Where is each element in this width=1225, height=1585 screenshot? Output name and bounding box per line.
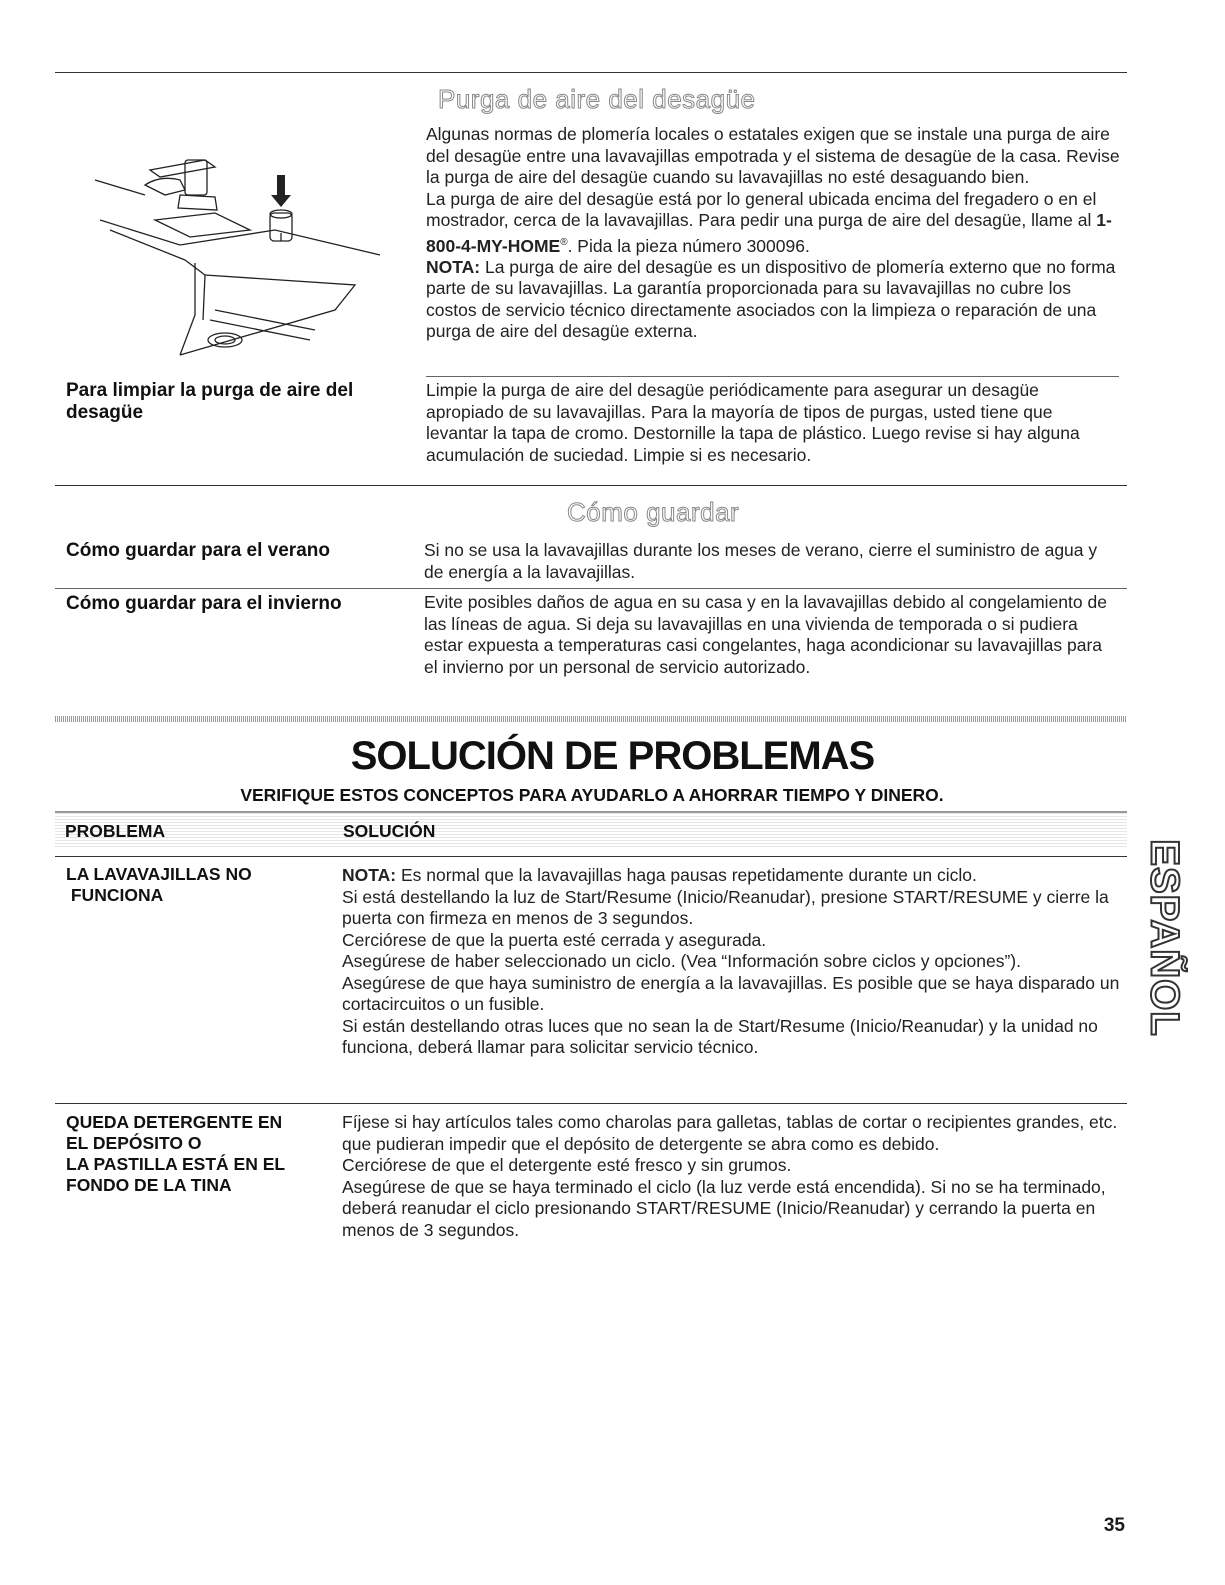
phone-number: 1-800-4-MY-HOME [426,210,1112,256]
purga-note [426,257,1126,343]
solution-1-note-label: NOTA: [342,865,397,885]
purga-note-text: La purga de aire del desagüe es un dispositivo de plomería externo que no forma parte de su lavavajillas. La garantía proporcionada para su lavavajillas no cubre los costos de servicio técnico directamente asociados con la limpieza o reparación de una purga de aire del desagüe externa. [426,256,1116,342]
language-side-tab [1140,818,1188,1058]
column-header-problem: PROBLEMA [65,821,166,841]
problem-2 [66,1112,336,1196]
troubleshooting-title: SOLUCIÓN DE PROBLEMAS [350,734,875,778]
problem-2-line-4: FONDO DE LA TINA [66,1175,232,1195]
row-divider [55,1103,1127,1104]
problem-2-line-1: QUEDA DETERGENTE EN [66,1112,283,1132]
table-header [55,811,1127,847]
solution-2-item-3: Asegúrese de que se haya terminado el ciclo (la luz verde está encendida). Si no se ha terminado, deberá reanudar el ciclo presionando START/RESUME (Inicio/Reanudar) y cerrando la puerta en menos de 3 segundos. [342,1176,1106,1240]
problem-2-line-3: LA PASTILLA ESTÁ EN EL [66,1154,286,1174]
column-header-solution: SOLUCIÓN [343,821,436,841]
registered-mark: ® [560,236,568,248]
section-title-purga: Purga de aire del desagüe [438,84,756,114]
solution-1-item-4: Asegúrese de que haya suministro de energía a la lavavajillas. Es posible que se haya disparado un cortacircuitos o un fusible. [342,972,1120,1014]
clean-heading: Para limpiar la purga de aire del desagüe [66,380,354,423]
purga-divider [426,376,1119,377]
purga-paragraph-2-end: . Pida la pieza número 300096. [567,235,810,256]
purga-intro [426,124,1126,343]
clean-text: Limpie la purga de aire del desagüe periódicamente para asegurar un desagüe apropiado de su lavavajillas. Para la mayoría de tipos de purgas, usted tiene que levantar la tapa de cromo. Destornille la tapa de plástico. Luego revise si hay alguna acumulación de suciedad. Limpie si es necesario. [426,380,1080,465]
top-rule [55,72,1127,73]
solution-1-note [342,865,1122,887]
solution-2-item-2: Cerciórese de que el detergente esté fresco y sin grumos. [342,1155,792,1175]
purga-paragraph-2-start: La purga de aire del desagüe está por lo general ubicada encima del fregadero o en el mostrador, cerca de la lavavajillas. Para pedir una purga de aire del desagüe, llame al [426,188,1097,230]
winter-heading: Cómo guardar para el invierno [66,593,342,614]
problem-1-line-2: FUNCIONA [66,885,164,905]
solution-2-item-1: Fíjese si hay artículos tales como charolas para galletas, tablas de cortar o recipientes grandes, etc. que pudieran impedir que el depósito de detergente se abra como es debido. [342,1112,1118,1154]
troubleshooting-subtitle: VERIFIQUE ESTOS CONCEPTOS PARA AYUDARLO A AHORRAR TIEMPO Y DINERO. [240,785,944,805]
table-header-rule [55,856,1127,857]
summer-text: Si no se usa la lavavajillas durante los meses de verano, cierre el suministro de agua y de energía a la lavavajillas. [424,540,1098,582]
guardar-top-rule [55,485,1127,486]
purga-paragraph-1: Algunas normas de plomería locales o estatales exigen que se instale una purga de aire del desagüe entre una lavavajillas empotrada y el sistema de desagüe de la casa. Revise la purga de aire del desagüe cuando su lavavajillas no esté desaguando bien. [426,124,1120,187]
winter-text: Evite posibles daños de agua en su casa y en la lavavajillas debido al congelamiento de las líneas de agua. Si deja su lavavajillas en una vivienda de temporada o si pudiera estar expuesta a temperaturas casi congelantes, haga acondicionar su lavavajillas para el invierno por un personal de servicio autorizado. [424,592,1107,677]
summer-divider [55,588,1127,589]
problem-1-line-1: LA LAVAVAJILLAS NO [66,864,252,884]
solution-1-note-text: Es normal que la lavavajillas haga pausas repetidamente durante un ciclo. [396,865,977,885]
solution-2 [342,1112,1122,1241]
solution-1-item-2: Cerciórese de que la puerta esté cerrada y asegurada. [342,929,767,950]
hatch-divider [55,716,1127,722]
section-title-guardar: Cómo guardar [567,497,740,527]
air-gap-illustration [85,135,385,375]
language-side-tab-label: ESPAÑOL [1142,839,1187,1037]
solution-1-item-5: Si están destellando otras luces que no sean la de Start/Resume (Inicio/Reanudar) y la unidad no funciona, deberá llamar para solicitar servicio técnico. [342,1015,1098,1057]
page-number: 35 [1103,1515,1125,1536]
solution-1-item-3: Asegúrese de haber seleccionado un ciclo. (Vea “Información sobre ciclos y opciones”). [342,951,1021,971]
problem-1 [66,864,316,906]
problem-2-line-2: EL DEPÓSITO O [66,1133,202,1153]
summer-heading: Cómo guardar para el verano [66,540,330,561]
solution-1 [342,865,1122,1059]
purga-note-label: NOTA: [426,256,481,277]
purga-paragraph-2 [426,189,1126,257]
solution-1-item-1: Si está destellando la luz de Start/Resume (Inicio/Reanudar), presione START/RESUME y cierre la puerta con firmeza en menos de 3 segundos. [342,886,1109,928]
